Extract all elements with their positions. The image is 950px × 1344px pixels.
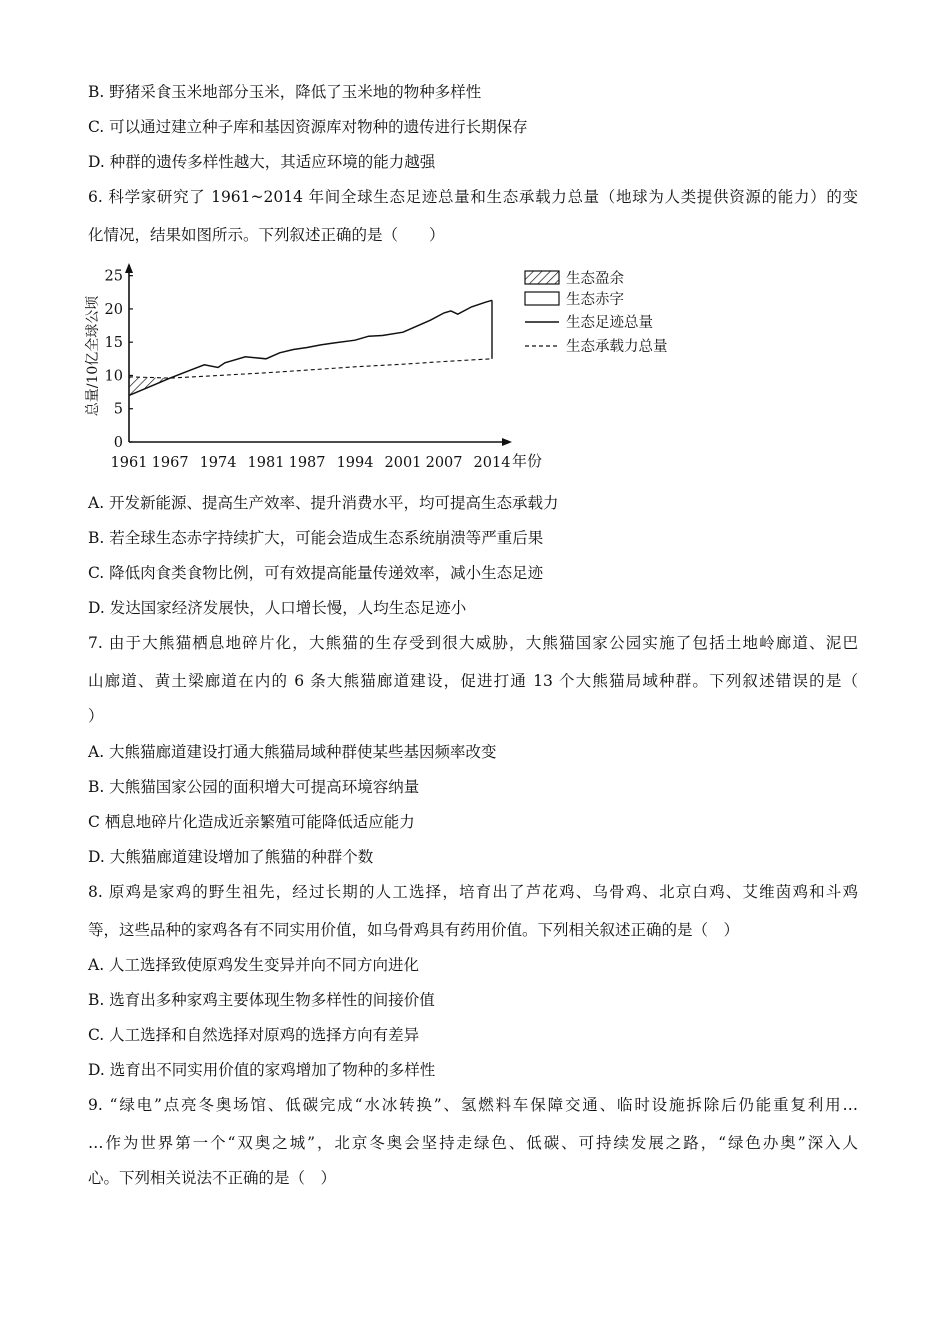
q5-option-d: D. 种群的遗传多样性越大，其适应环境的能力越强 xyxy=(88,153,436,171)
q8-stem-line2: 等，这些品种的家鸡各有不同实用价值，如乌骨鸡具有药用价值。下列相关叙述正确的是（ ） xyxy=(88,921,740,939)
q7-option-d: D. 大熊猫廊道建设增加了熊猫的种群个数 xyxy=(88,848,374,866)
q8-option-a: A. 人工选择致使原鸡发生变异并向不同方向进化 xyxy=(88,956,420,974)
y-axis-label: 总量/10亿全球公顷 xyxy=(85,295,101,417)
q9-stem-line2: …作为世界第一个“双奥之城”，北京冬奥会坚持走绿色、低碳、可持续发展之路，“绿色办奥”深入人 xyxy=(88,1134,858,1152)
legend-footprint-label: 生态足迹总量 xyxy=(566,315,653,331)
q8-stem-line1: 8. 原鸡是家鸡的野生祖先，经过长期的人工选择，培育出了芦花鸡、乌骨鸡、北京白鸡、艾维茵鸡和斗鸡 xyxy=(88,883,858,901)
y-tick-label: 15 xyxy=(104,335,123,352)
q9-stem-line1: 9. “绿电”点亮冬奥场馆、低碳完成“水冰转换”、氢燃料车保障交通、临时设施拆除后仍能重复利用… xyxy=(88,1096,858,1114)
x-tick-label: 1961 xyxy=(110,455,148,471)
x-axis-arrow-icon xyxy=(502,438,512,446)
q6-option-c: C. 降低肉食类食物比例，可有效提高能量传递效率，减小生态足迹 xyxy=(88,564,544,582)
legend-surplus-swatch xyxy=(525,271,559,284)
x-tick-label: 2007 xyxy=(425,455,463,471)
y-tick-label: 0 xyxy=(113,435,123,451)
q6-option-a: A. 开发新能源、提高生产效率、提升消费水平，均可提高生态承载力 xyxy=(88,494,559,512)
y-tick-label: 10 xyxy=(104,368,123,385)
q6-option-d: D. 发达国家经济发展快，人口增长慢，人均生态足迹小 xyxy=(88,599,467,617)
x-tick-label: 1974 xyxy=(199,455,237,471)
q8-option-d: D. 选育出不同实用价值的家鸡增加了物种的多样性 xyxy=(88,1061,436,1079)
legend-capacity-label: 生态承载力总量 xyxy=(566,339,668,355)
q7-option-c: C 栖息地碎片化造成近亲繁殖可能降低适应能力 xyxy=(88,813,415,831)
legend-deficit-swatch xyxy=(525,292,559,305)
q7-option-b: B. 大熊猫国家公园的面积增大可提高环境容纳量 xyxy=(88,778,420,796)
ecological-footprint-chart xyxy=(84,262,724,477)
q7-stem-line3: ） xyxy=(88,707,104,725)
footprint-series-line xyxy=(129,300,492,395)
y-tick-label: 5 xyxy=(113,401,123,418)
q5-option-b: B. 野猪采食玉米地部分玉米，降低了玉米地的物种多样性 xyxy=(88,83,482,101)
q7-stem-line1: 7. 由于大熊猫栖息地碎片化，大熊猫的生存受到很大威胁，大熊猫国家公园实施了包括土地岭廊道、泥巴 xyxy=(88,634,858,652)
q8-option-b: B. 选育出多种家鸡主要体现生物多样性的间接价值 xyxy=(88,991,435,1009)
q6-stem-line2: 化情况，结果如图所示。下列叙述正确的是（ ） xyxy=(88,226,445,244)
legend-surplus-label: 生态盈余 xyxy=(566,271,624,287)
x-tick-label: 2001 xyxy=(384,455,422,471)
chart-legend xyxy=(525,270,668,355)
x-axis-label: 年份 xyxy=(512,452,543,470)
q8-option-c: C. 人工选择和自然选择对原鸡的选择方向有差异 xyxy=(88,1026,420,1044)
x-tick-label: 1987 xyxy=(288,455,326,471)
q5-option-c: C. 可以通过建立种子库和基因资源库对物种的遗传进行长期保存 xyxy=(88,118,528,136)
y-axis-arrow-icon xyxy=(125,263,133,273)
y-tick-label: 20 xyxy=(104,301,123,318)
q6-option-b: B. 若全球生态赤字持续扩大，可能会造成生态系统崩溃等严重后果 xyxy=(88,529,544,547)
x-tick-label: 1967 xyxy=(151,455,189,471)
q9-stem-line3: 心。下列相关说法不正确的是（ ） xyxy=(88,1169,337,1187)
q7-stem-line2: 山廊道、黄土梁廊道在内的 6 条大熊猫廊道建设，促进打通 13 个大熊猫局域种群。下列叙述错误的是（ xyxy=(88,672,858,690)
q7-option-a: A. 大熊猫廊道建设打通大熊猫局域种群使某些基因频率改变 xyxy=(88,743,497,761)
legend-deficit-label: 生态赤字 xyxy=(566,292,624,308)
capacity-series-line xyxy=(129,359,492,378)
x-tick-label: 1981 xyxy=(247,455,285,471)
x-tick-label: 1994 xyxy=(336,455,374,471)
y-tick-label: 25 xyxy=(104,268,123,285)
x-tick-label: 2014 xyxy=(473,455,511,471)
q6-stem-line1: 6. 科学家研究了 1961~2014 年间全球生态足迹总量和生态承载力总量（地球为人类提供资源的能力）的变 xyxy=(88,188,858,206)
